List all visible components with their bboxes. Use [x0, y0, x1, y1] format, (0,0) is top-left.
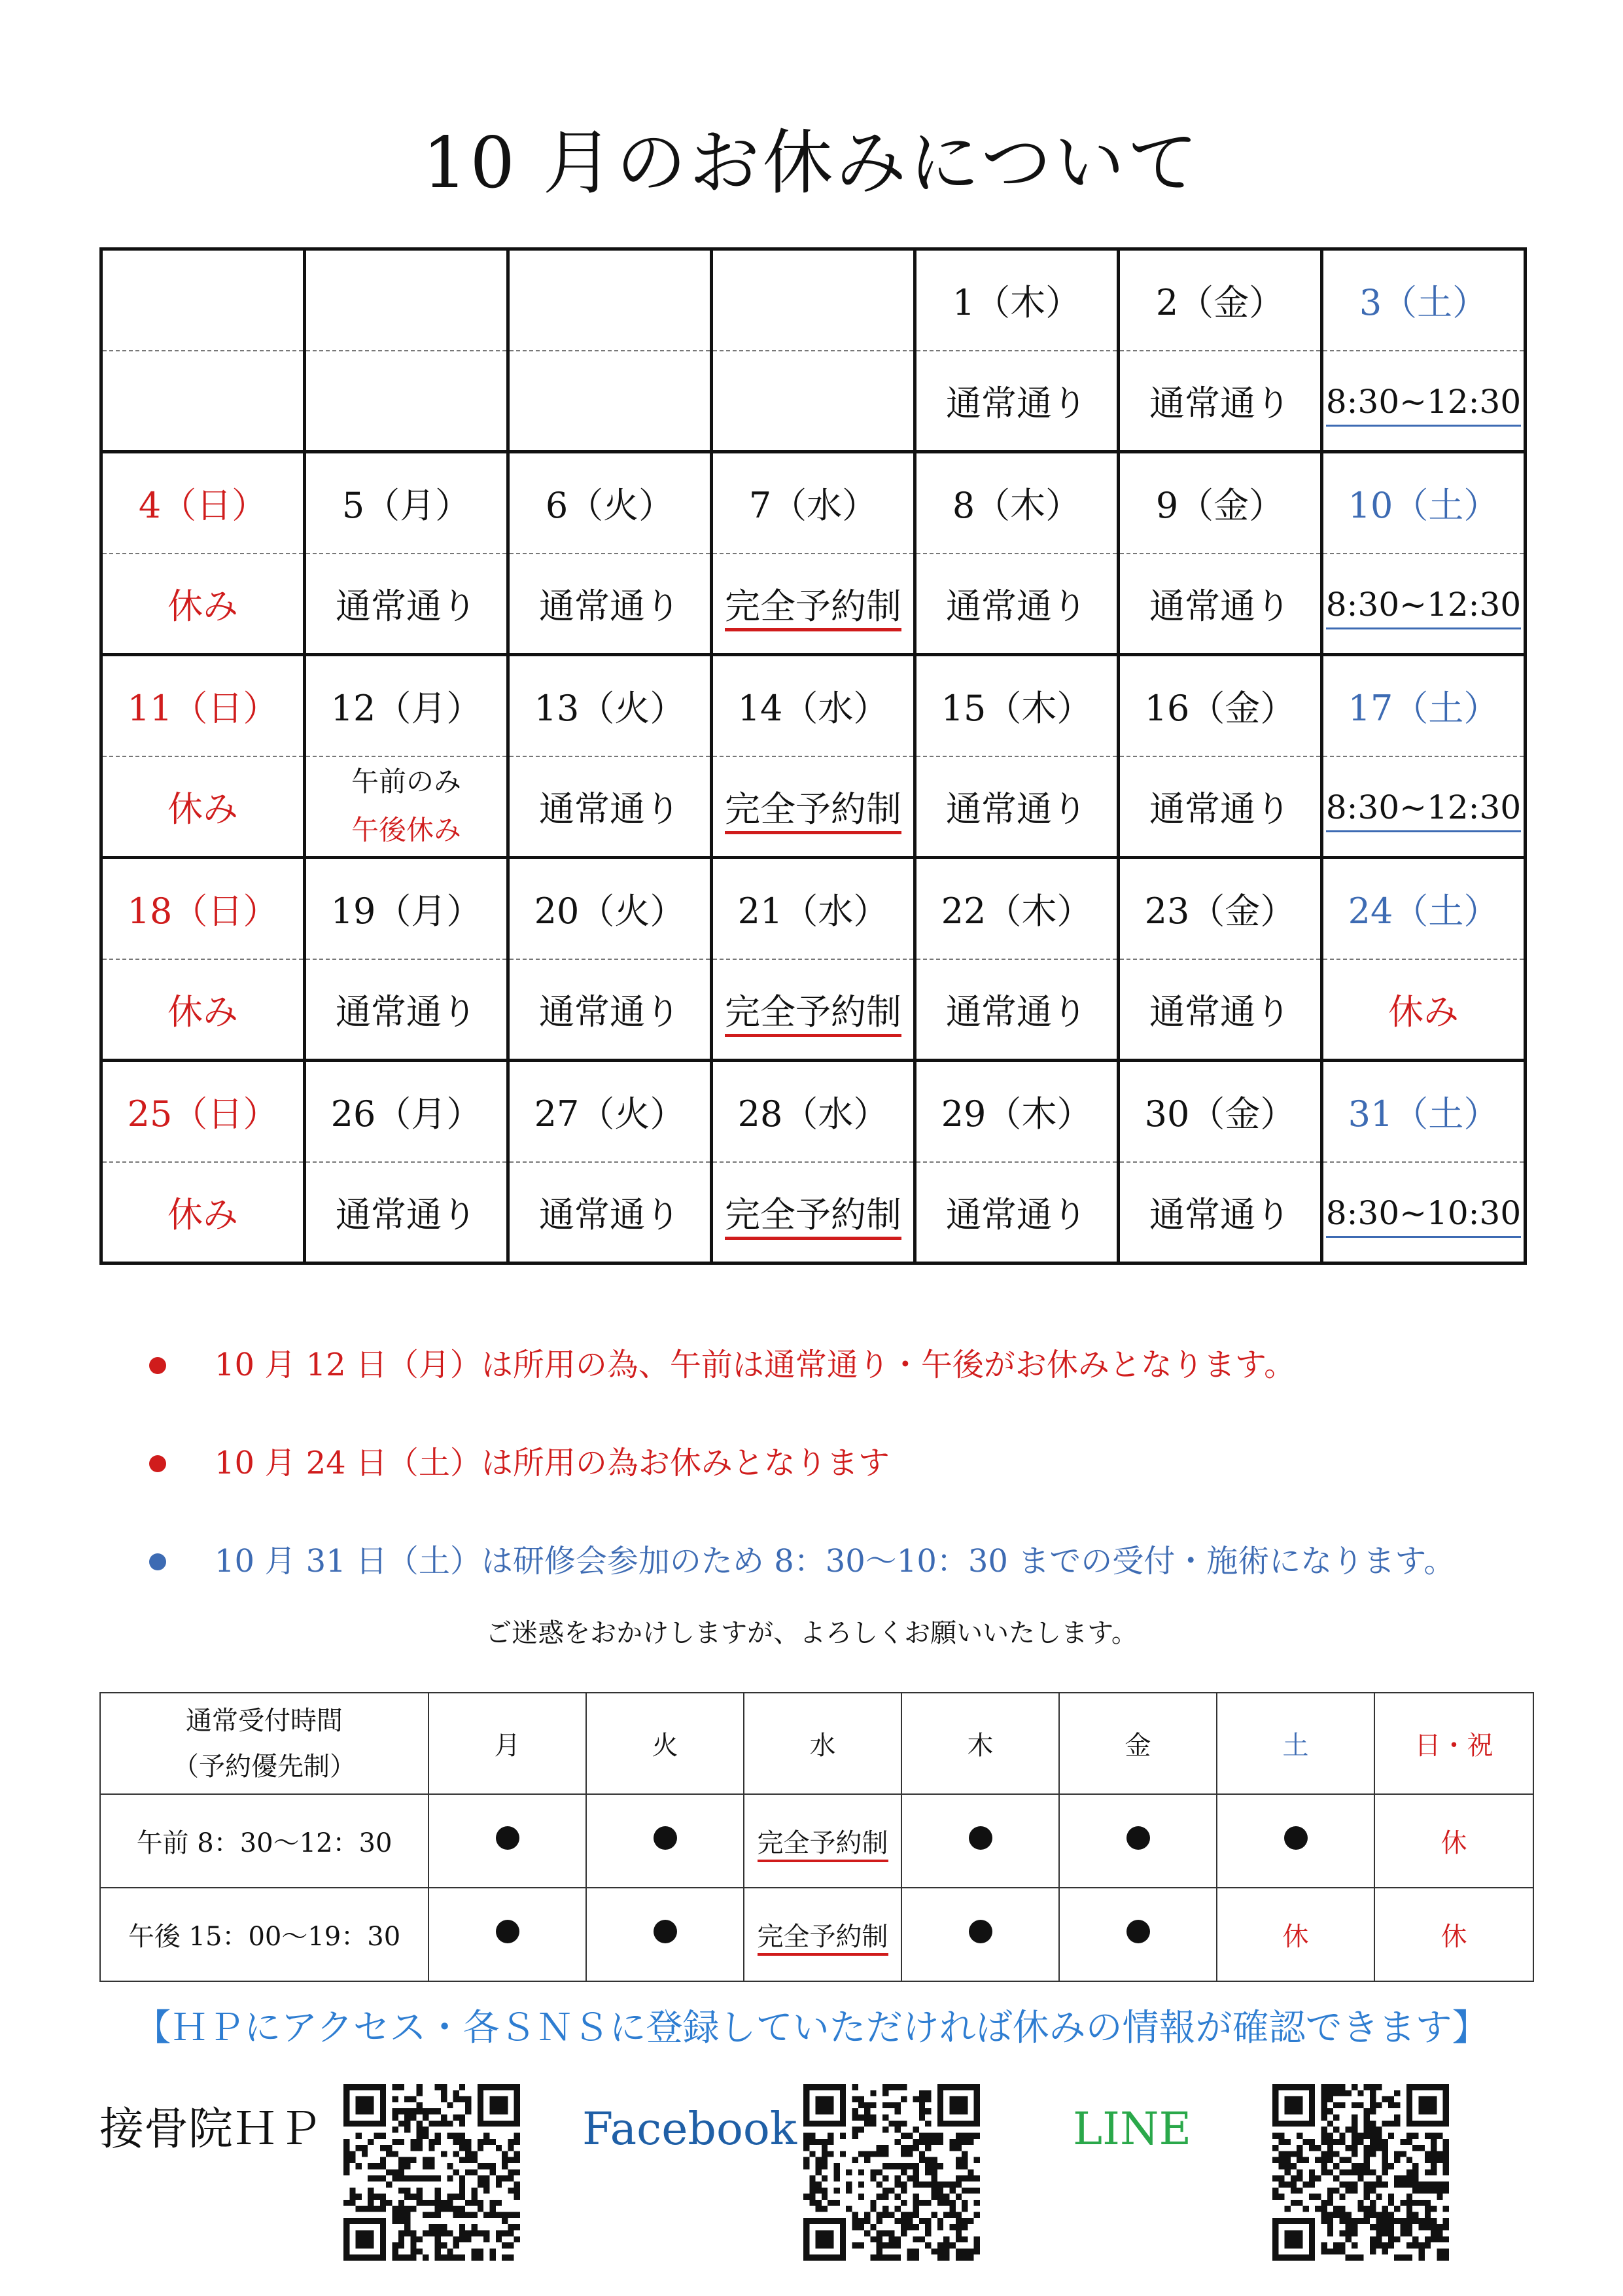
closed-cell: 休	[1374, 1888, 1533, 1981]
day-status: 完全予約制	[725, 1194, 901, 1240]
day-cell	[1322, 452, 1526, 554]
day-header: 金	[1059, 1693, 1217, 1794]
day-cell	[305, 452, 508, 554]
hp-qr-code-icon[interactable]	[343, 2084, 520, 2261]
day-cell	[712, 655, 915, 756]
day-status-pm: 午後休み	[351, 814, 461, 847]
day-cell	[508, 655, 712, 756]
status-cell	[101, 351, 305, 452]
day-date: 8（木）	[952, 485, 1081, 527]
open-dot-icon	[496, 1826, 519, 1850]
facebook-qr-code-icon[interactable]	[803, 2084, 980, 2261]
bullet-icon	[149, 1455, 166, 1472]
day-cell	[101, 858, 305, 959]
day-cell	[712, 452, 915, 554]
day-date: 28（水）	[737, 1093, 889, 1135]
day-status: 完全予約制	[725, 586, 901, 631]
day-status: 8:30~12:30	[1326, 383, 1521, 427]
day-status: 通常通り	[336, 991, 477, 1033]
day-status: 通常通り	[946, 585, 1087, 627]
day-status: 通常通り	[1149, 585, 1291, 627]
status-cell	[508, 351, 712, 452]
day-status: 8:30~10:30	[1326, 1194, 1521, 1238]
open-dot-icon	[1284, 1826, 1308, 1850]
open-dot-icon	[969, 1826, 992, 1850]
status-cell	[1119, 1162, 1322, 1263]
october-calendar	[99, 247, 1527, 1265]
note-text: 10 月 24 日（土）は所用の為お休みとなります	[215, 1445, 890, 1481]
day-date: 7（水）	[748, 485, 878, 527]
day-status: 通常通り	[336, 1193, 477, 1235]
week-4-status	[101, 959, 1526, 1061]
business-hours-table	[99, 1692, 1534, 1982]
status-cell	[1322, 554, 1526, 655]
reserved-text: 完全予約制	[758, 1922, 888, 1956]
day-header: 木	[901, 1693, 1059, 1794]
day-cell	[915, 249, 1119, 351]
status-cell	[1322, 756, 1526, 858]
day-status: 通常通り	[336, 585, 477, 627]
day-cell	[508, 858, 712, 959]
day-date: 16（金）	[1144, 688, 1296, 730]
day-status: 通常通り	[946, 788, 1087, 830]
day-cell	[712, 1061, 915, 1162]
status-cell	[508, 554, 712, 655]
day-cell	[1119, 858, 1322, 959]
day-date: 10（土）	[1348, 485, 1499, 527]
day-date: 17（土）	[1348, 688, 1499, 730]
status-cell	[508, 959, 712, 1061]
hours-header-line1: 通常受付時間	[186, 1705, 343, 1736]
day-cell	[1119, 249, 1322, 351]
day-date: 14（水）	[737, 688, 889, 730]
apology-text: ご迷惑をおかけしますが、よろしくお願いいたします。	[485, 1618, 1138, 1648]
day-cell	[305, 655, 508, 756]
open-cell	[1059, 1794, 1217, 1888]
note-oct-31	[156, 1542, 1455, 1581]
hours-am-row	[100, 1794, 1533, 1888]
day-header: 日・祝	[1374, 1693, 1533, 1794]
day-cell	[1119, 655, 1322, 756]
day-status: 8:30~12:30	[1326, 788, 1521, 832]
week-5-dates	[101, 1061, 1526, 1162]
day-header: 火	[586, 1693, 744, 1794]
day-date: 21（水）	[737, 891, 889, 932]
day-date: 1（木）	[952, 282, 1081, 324]
status-cell	[712, 756, 915, 858]
day-date: 15（木）	[941, 688, 1092, 730]
day-cell	[101, 655, 305, 756]
day-status: 通常通り	[539, 1193, 680, 1235]
day-cell	[305, 1061, 508, 1162]
day-status: 通常通り	[1149, 991, 1291, 1033]
note-oct-24	[156, 1443, 890, 1483]
day-date: 19（月）	[330, 891, 482, 932]
open-dot-icon	[1126, 1920, 1150, 1943]
status-cell	[915, 959, 1119, 1061]
am-label: 午前 8：30〜12：30	[100, 1794, 428, 1888]
day-cell	[101, 452, 305, 554]
day-date: 30（金）	[1144, 1093, 1296, 1135]
note-text: 10 月 12 日（月）は所用の為、午前は通常通り・午後がお休みとなります。	[215, 1347, 1296, 1383]
page-title: 10 月のお休みについて	[422, 122, 1201, 204]
day-cell	[101, 249, 305, 351]
day-status: 完全予約制	[725, 991, 901, 1037]
reserved-cell	[744, 1888, 901, 1981]
week-2-status	[101, 554, 1526, 655]
open-dot-icon	[496, 1920, 519, 1943]
day-cell	[712, 858, 915, 959]
day-status: 休み	[167, 1193, 238, 1235]
day-cell	[305, 249, 508, 351]
week-3-status	[101, 756, 1526, 858]
day-cell	[915, 452, 1119, 554]
reserved-text: 完全予約制	[758, 1828, 888, 1862]
week-5-status	[101, 1162, 1526, 1263]
day-status: 8:30~12:30	[1326, 586, 1521, 629]
note-oct-12	[156, 1345, 1295, 1385]
day-date: 22（木）	[941, 891, 1092, 932]
day-date: 12（月）	[330, 688, 482, 730]
day-status: 休み	[167, 991, 238, 1033]
status-cell	[508, 1162, 712, 1263]
status-cell	[712, 1162, 915, 1263]
week-4-dates	[101, 858, 1526, 959]
status-cell	[712, 351, 915, 452]
week-3-dates	[101, 655, 1526, 756]
status-cell	[101, 756, 305, 858]
status-cell	[305, 554, 508, 655]
day-cell	[915, 1061, 1119, 1162]
pm-label: 午後 15：00〜19：30	[100, 1888, 428, 1981]
status-cell	[305, 959, 508, 1061]
day-cell	[101, 1061, 305, 1162]
closed-cell: 休	[1217, 1888, 1374, 1981]
status-cell	[1322, 351, 1526, 452]
line-qr-code-icon[interactable]	[1272, 2084, 1449, 2261]
facebook-label: Facebook	[582, 2104, 797, 2155]
status-cell	[915, 554, 1119, 655]
open-dot-icon	[1126, 1826, 1150, 1850]
day-date: 23（金）	[1144, 891, 1296, 932]
day-date: 6（火）	[545, 485, 674, 527]
bullet-icon	[149, 1357, 166, 1374]
day-header: 月	[428, 1693, 586, 1794]
day-cell	[915, 655, 1119, 756]
day-status: 完全予約制	[725, 788, 901, 834]
status-cell	[508, 756, 712, 858]
day-status: 休み	[167, 788, 238, 830]
closed-cell: 休	[1374, 1794, 1533, 1888]
status-cell	[1119, 351, 1322, 452]
day-date: 20（火）	[534, 891, 686, 932]
status-cell	[305, 756, 508, 858]
day-cell	[1322, 655, 1526, 756]
day-cell	[508, 452, 712, 554]
day-date: 27（火）	[534, 1093, 686, 1135]
day-status: 通常通り	[539, 585, 680, 627]
status-cell	[1322, 959, 1526, 1061]
day-cell	[1119, 1061, 1322, 1162]
open-cell	[586, 1794, 744, 1888]
day-date: 11（日）	[127, 688, 279, 730]
sns-banner: 【ＨＰにアクセス・各ＳＮＳに登録していただければ休みの情報が確認できます】	[134, 2007, 1489, 2049]
status-cell	[305, 1162, 508, 1263]
day-date: 24（土）	[1348, 891, 1499, 932]
week-1-status	[101, 351, 1526, 452]
hp-label: 接骨院ＨＰ	[99, 2104, 323, 2155]
open-dot-icon	[969, 1920, 992, 1943]
day-date: 2（金）	[1155, 282, 1285, 324]
status-cell	[712, 959, 915, 1061]
open-cell	[901, 1794, 1059, 1888]
day-date: 9（金）	[1155, 485, 1285, 527]
open-cell	[901, 1888, 1059, 1981]
status-cell	[915, 756, 1119, 858]
status-cell	[101, 959, 305, 1061]
day-date: 31（土）	[1348, 1093, 1499, 1135]
open-cell	[428, 1888, 586, 1981]
day-date: 3（土）	[1359, 282, 1488, 324]
status-cell	[712, 554, 915, 655]
day-status: 休み	[167, 585, 238, 627]
day-cell	[712, 249, 915, 351]
day-status: 休み	[1388, 991, 1459, 1033]
day-date: 5（月）	[341, 485, 471, 527]
day-status: 通常通り	[1149, 788, 1291, 830]
status-cell	[101, 1162, 305, 1263]
status-cell	[1322, 1162, 1526, 1263]
day-cell	[1322, 858, 1526, 959]
day-status: 通常通り	[946, 991, 1087, 1033]
day-date: 4（日）	[138, 485, 268, 527]
day-date: 29（木）	[941, 1093, 1092, 1135]
day-status: 通常通り	[539, 991, 680, 1033]
day-status: 午前のみ	[351, 766, 461, 798]
open-dot-icon	[654, 1920, 677, 1943]
open-cell	[1217, 1794, 1374, 1888]
open-cell	[586, 1888, 744, 1981]
status-cell	[1119, 756, 1322, 858]
day-date: 18（日）	[127, 891, 279, 932]
note-text: 10 月 31 日（土）は研修会参加のため 8：30〜10：30 までの受付・施術になります。	[215, 1543, 1456, 1580]
day-date: 13（火）	[534, 688, 686, 730]
day-cell	[305, 858, 508, 959]
day-date: 26（月）	[330, 1093, 482, 1135]
day-date: 25（日）	[127, 1093, 279, 1135]
day-status: 通常通り	[946, 382, 1087, 424]
status-cell	[101, 554, 305, 655]
day-header: 水	[744, 1693, 901, 1794]
week-1-dates	[101, 249, 1526, 351]
hours-header-row	[100, 1693, 1533, 1794]
open-dot-icon	[654, 1826, 677, 1850]
status-cell	[915, 1162, 1119, 1263]
day-status: 通常通り	[1149, 1193, 1291, 1235]
day-cell	[1322, 1061, 1526, 1162]
open-cell	[1059, 1888, 1217, 1981]
day-status: 通常通り	[1149, 382, 1291, 424]
day-cell	[508, 1061, 712, 1162]
open-cell	[428, 1794, 586, 1888]
week-2-dates	[101, 452, 1526, 554]
day-status: 通常通り	[539, 788, 680, 830]
status-cell	[305, 351, 508, 452]
status-cell	[1119, 554, 1322, 655]
status-cell	[1119, 959, 1322, 1061]
hours-pm-row	[100, 1888, 1533, 1981]
day-cell	[915, 858, 1119, 959]
status-cell	[915, 351, 1119, 452]
day-status: 通常通り	[946, 1193, 1087, 1235]
day-header: 土	[1217, 1693, 1374, 1794]
reserved-cell	[744, 1794, 901, 1888]
day-cell	[1322, 249, 1526, 351]
day-cell	[508, 249, 712, 351]
line-label: LINE	[1073, 2104, 1192, 2155]
hours-header-line2: （予約優先制）	[173, 1751, 356, 1782]
hours-header-label	[100, 1693, 428, 1794]
day-cell	[1119, 452, 1322, 554]
bullet-icon	[149, 1553, 166, 1570]
